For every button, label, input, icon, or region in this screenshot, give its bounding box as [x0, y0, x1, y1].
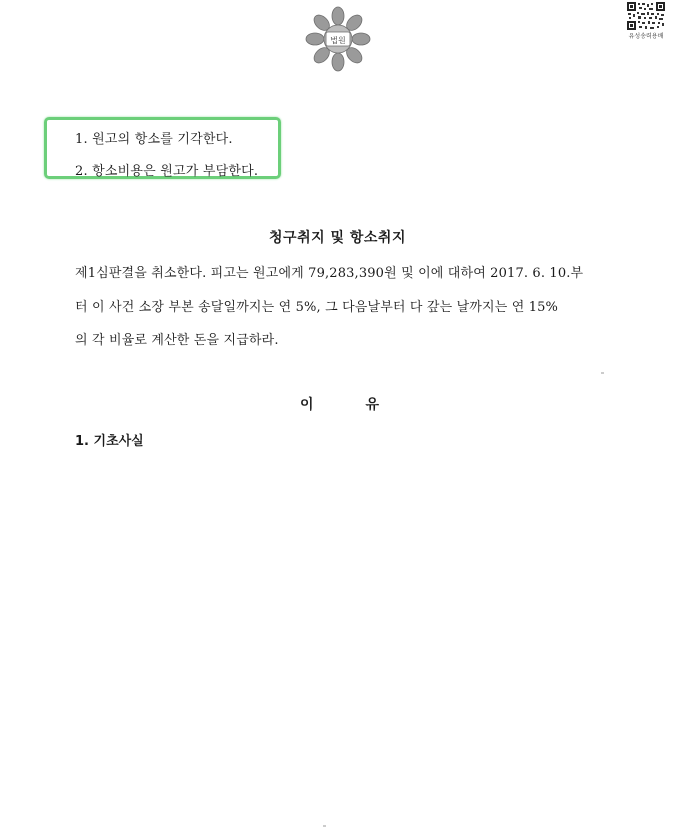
- section-basic-facts: 1. 기초사실: [75, 434, 144, 449]
- claim-line-2: 터 이 사건 소장 부본 송달일까지는 연 5%, 그 다음날부터 다 갚는 날까지는 연 15%: [75, 300, 559, 315]
- claim-heading: 청구취지 및 항소취지: [269, 230, 406, 246]
- qr-code-icon: [627, 2, 665, 30]
- court-emblem-icon: [305, 6, 371, 72]
- reason-heading-char-1: 이: [300, 397, 314, 413]
- reason-heading-char-2: 유: [365, 397, 380, 413]
- reason-heading: [300, 394, 379, 414]
- qr-caption: 유성송력용배: [628, 33, 664, 40]
- order-item-dismiss-appeal: 1. 원고의 항소를 기각한다.: [75, 132, 233, 147]
- claim-line-1: 제1심판결을 취소한다. 피고는 원고에게 79,283,390원 및 이에 대하여 2017. 6. 10.부: [75, 266, 584, 281]
- order-item-appeal-costs: 2. 항소비용은 원고가 부담한다.: [75, 164, 259, 179]
- claim-line-3: 의 각 비율로 계산한 돈을 지급하라.: [75, 333, 279, 348]
- scan-speck-bottom: [323, 825, 326, 827]
- scan-speck: [601, 372, 604, 374]
- emblem-text: 법원: [330, 36, 346, 45]
